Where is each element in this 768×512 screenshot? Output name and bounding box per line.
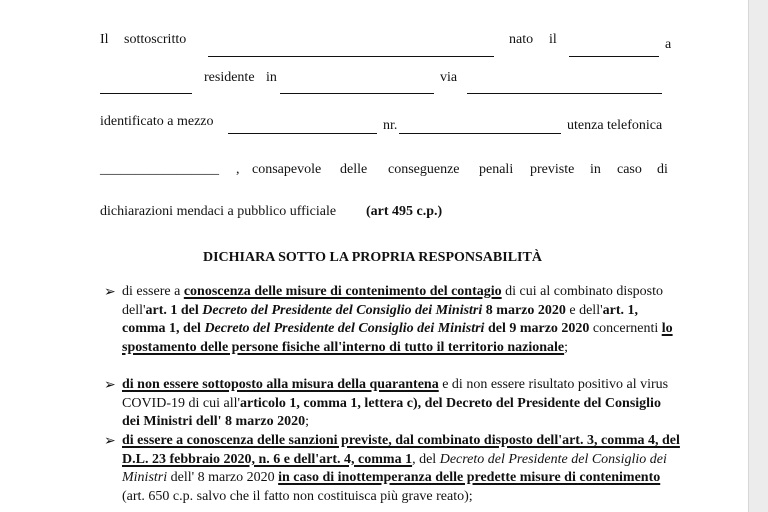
article-reference: (art 495 c.p.) [366,204,443,219]
word-delle: delle [340,162,368,177]
id-document-blank[interactable] [228,133,377,134]
declaration-item-1: di essere a conoscenza delle misure di contenimento del contagio di cui al combinato disposto dell'art. 1 del Decreto del Presidente del Consiglio dei Ministri 8 marzo 2020 e dell'art. 1, comma 1, del Decreto del Presidente del Consiglio dei Ministri del 9 marzo 2020 concernenti lo spostamento delle persone fisiche all'interno di tutto il territorio nazionale; [122,284,673,355]
word-di: di [657,162,668,177]
residence-blank[interactable] [280,93,434,94]
label-nato: nato [509,32,534,47]
viewer-scroll-edge[interactable] [748,0,768,512]
label-il: Il [100,32,109,47]
label-sottoscritto: sottoscritto [124,32,187,47]
label-utenza-telefonica: utenza telefonica [567,118,663,133]
name-blank[interactable] [208,56,494,57]
mendaci-text: dichiarazioni mendaci a pubblico ufficiale [100,204,337,219]
street-blank[interactable] [467,93,662,94]
word-in: in [590,162,601,177]
comma: , [236,162,240,177]
word-previste: previste [530,162,575,177]
label-identificato: identificato a mezzo [100,114,214,129]
birthplace-blank[interactable] [100,93,192,94]
label-il-date: il [549,32,557,47]
phone-blank[interactable]: _________________ [100,162,219,177]
label-residente: residente [204,70,255,85]
bullet-arrow-icon: ➢ [104,284,116,300]
bullet-arrow-icon: ➢ [104,433,116,449]
word-consapevole: consapevole [252,162,322,177]
bullet-arrow-icon: ➢ [104,377,116,393]
birth-date-blank[interactable] [569,56,659,57]
label-in: in [266,70,277,85]
declaration-heading: DICHIARA SOTTO LA PROPRIA RESPONSABILITÀ [203,250,542,265]
declaration-item-2: di non essere sottoposto alla misura della quarantena e di non essere risultato positivo al virus COVID-19 di cui all'articolo 1, comma 1, lettera c), del Decreto del Presidente del Consiglio dei Ministri dell' 8 marzo 2020; [122,377,669,429]
label-a: a [665,37,672,52]
label-via: via [440,70,458,85]
word-conseguenze: conseguenze [388,162,460,177]
label-nr: nr. [383,118,398,133]
word-penali: penali [479,162,514,177]
id-number-blank[interactable] [399,133,561,134]
declaration-item-3: di essere a conoscenza delle sanzioni previste, dal combinato disposto dell'art. 3, comma 4, del D.L. 23 febbraio 2020, n. 6 e dell'art. 4, comma 1, del Decreto del Presidente del Consiglio dei Ministri dell' 8 marzo 2020 in caso di inottemperanza delle predette misure di contenimento (art. 650 c.p. salvo che il fatto non costituisca più grave reato); [122,433,680,504]
word-caso: caso [617,162,642,177]
